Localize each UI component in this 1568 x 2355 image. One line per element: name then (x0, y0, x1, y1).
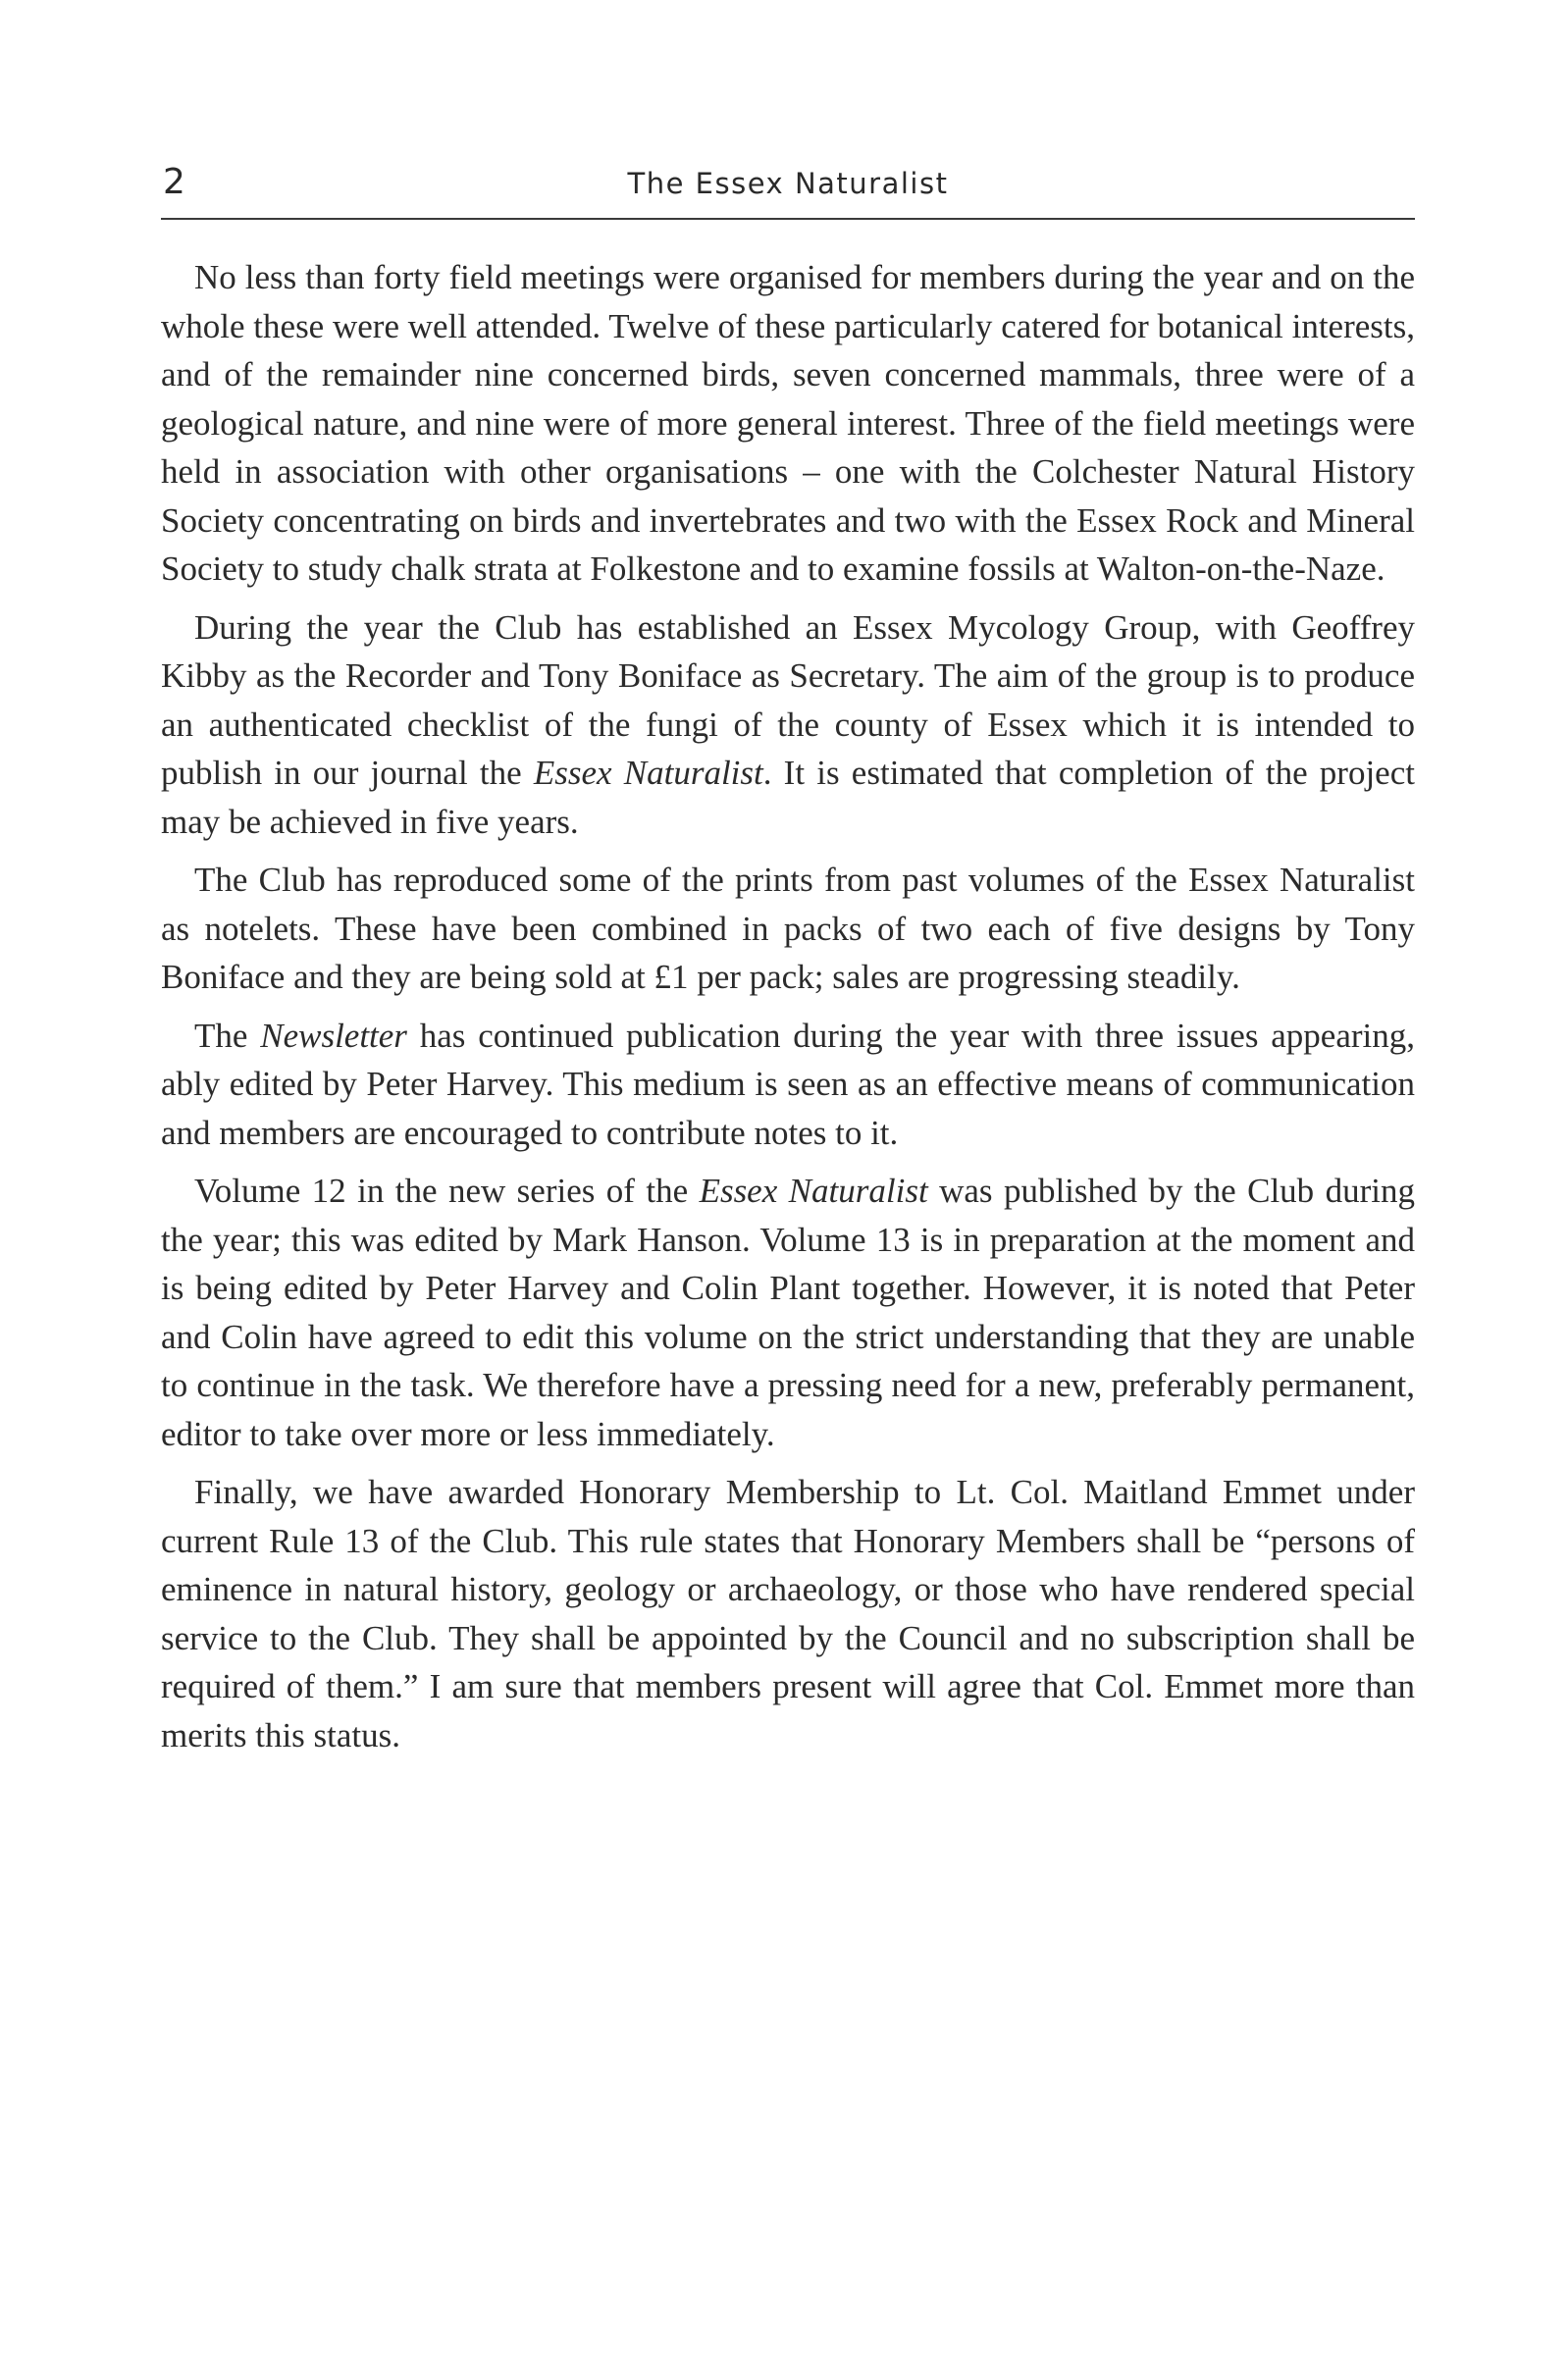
paragraph-mycology-group (161, 603, 1415, 847)
text-run: Finally, we have awarded Honorary Membership to Lt. Col. Maitland Emmet under current Rule 13 of the Club. This rule states that Honorary Members shall be “persons of eminence in natural history, geology or archaeology, or those who have rendered special service to the Club. They shall be appointed by the Council and no subscription shall be required of them.” I am sure that members present will agree that Col. Emmet more than merits this status. (161, 1473, 1415, 1754)
text-run: The (194, 1016, 261, 1055)
journal-name-italic: Essex Naturalist (533, 754, 763, 792)
newsletter-name-italic: Newsletter (260, 1016, 407, 1055)
text-run: was published by the Club during the year; this was edited by Mark Hanson. Volume 13 is in preparation at the moment and is being edited by Peter Harvey and Colin Plant together. However, it is noted that Peter and Colin have agreed to edit this volume on the strict understanding that they are unable to continue in the task. We therefore have a pressing need for a new, preferably permanent, editor to take over more or less immediately. (161, 1172, 1415, 1453)
text-run: During the year the Club has established an Essex Mycology Group, with Geoffrey Kibby as the Recorder and Tony Boniface as Secretary. The aim of the group is to produce an authenticated checklist of the fungi of the county of Essex which it is intended to publish in our journal the (161, 607, 1415, 792)
body-text (161, 253, 1415, 1769)
paragraph-volumes (161, 1167, 1415, 1458)
paragraph-notelets (161, 856, 1415, 1002)
text-run: has continued publication during the year with three issues appearing, ably edited by Peter Harvey. This medium is seen as an effective means of communication and members are encouraged to contribute notes to it. (161, 1016, 1415, 1152)
text-run: Volume 12 in the new series of the (194, 1172, 700, 1210)
text-run: . It is estimated that completion of the project may be achieved in five years. (161, 754, 1415, 841)
page-number: 2 (163, 162, 185, 202)
paragraph-honorary-membership (161, 1468, 1415, 1759)
running-header (161, 159, 1415, 220)
text-run: No less than forty field meetings were organised for members during the year and on the whole these were well attended. Twelve of these particularly catered for botanical interests, and of the remainder nine concerned birds, seven concerned mammals, three were of a geological nature, and nine were of more general interest. Three of the field meetings were held in association with other organisations – one with the Colchester Natural History Society concentrating on birds and invertebrates and two with the Essex Rock and Mineral Society to study chalk strata at Folkestone and to examine fossils at Walton-on-the-Naze. (161, 258, 1415, 588)
paragraph-newsletter (161, 1012, 1415, 1158)
journal-name-italic: Essex Naturalist (699, 1172, 928, 1210)
journal-title: The Essex Naturalist (627, 167, 949, 200)
paragraph-field-meetings (161, 253, 1415, 594)
text-run: The Club has reproduced some of the prints from past volumes of the Essex Naturalist as notelets. These have been combined in packs of two each of five designs by Tony Boniface and they are being sold at £1 per pack; sales are progressing steadily. (161, 861, 1415, 996)
